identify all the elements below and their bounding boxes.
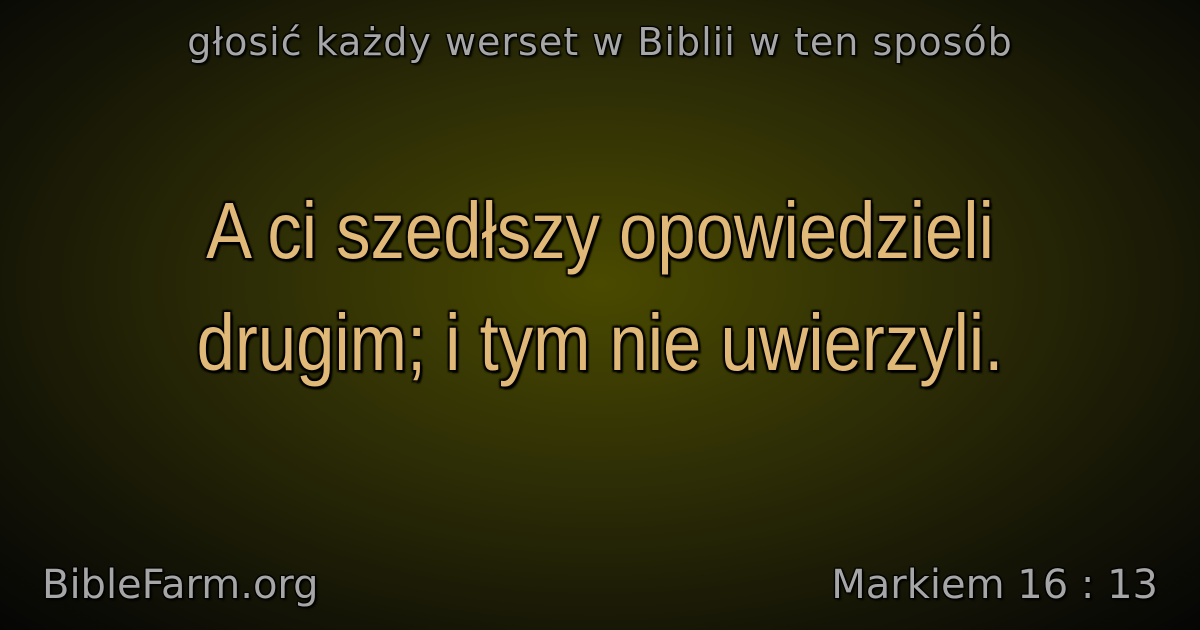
site-name: BibleFarm.org	[42, 562, 319, 608]
header-title: głosić każdy werset w Biblii w ten sposób	[187, 20, 1013, 64]
verse-reference: Markiem 16 : 13	[831, 562, 1158, 608]
verse-text	[101, 175, 1099, 399]
verse-line-2: drugim; i tym nie uwierzyli.	[196, 298, 1004, 387]
verse-line-1: A ci szedłszy opowiedzieli	[206, 186, 994, 275]
